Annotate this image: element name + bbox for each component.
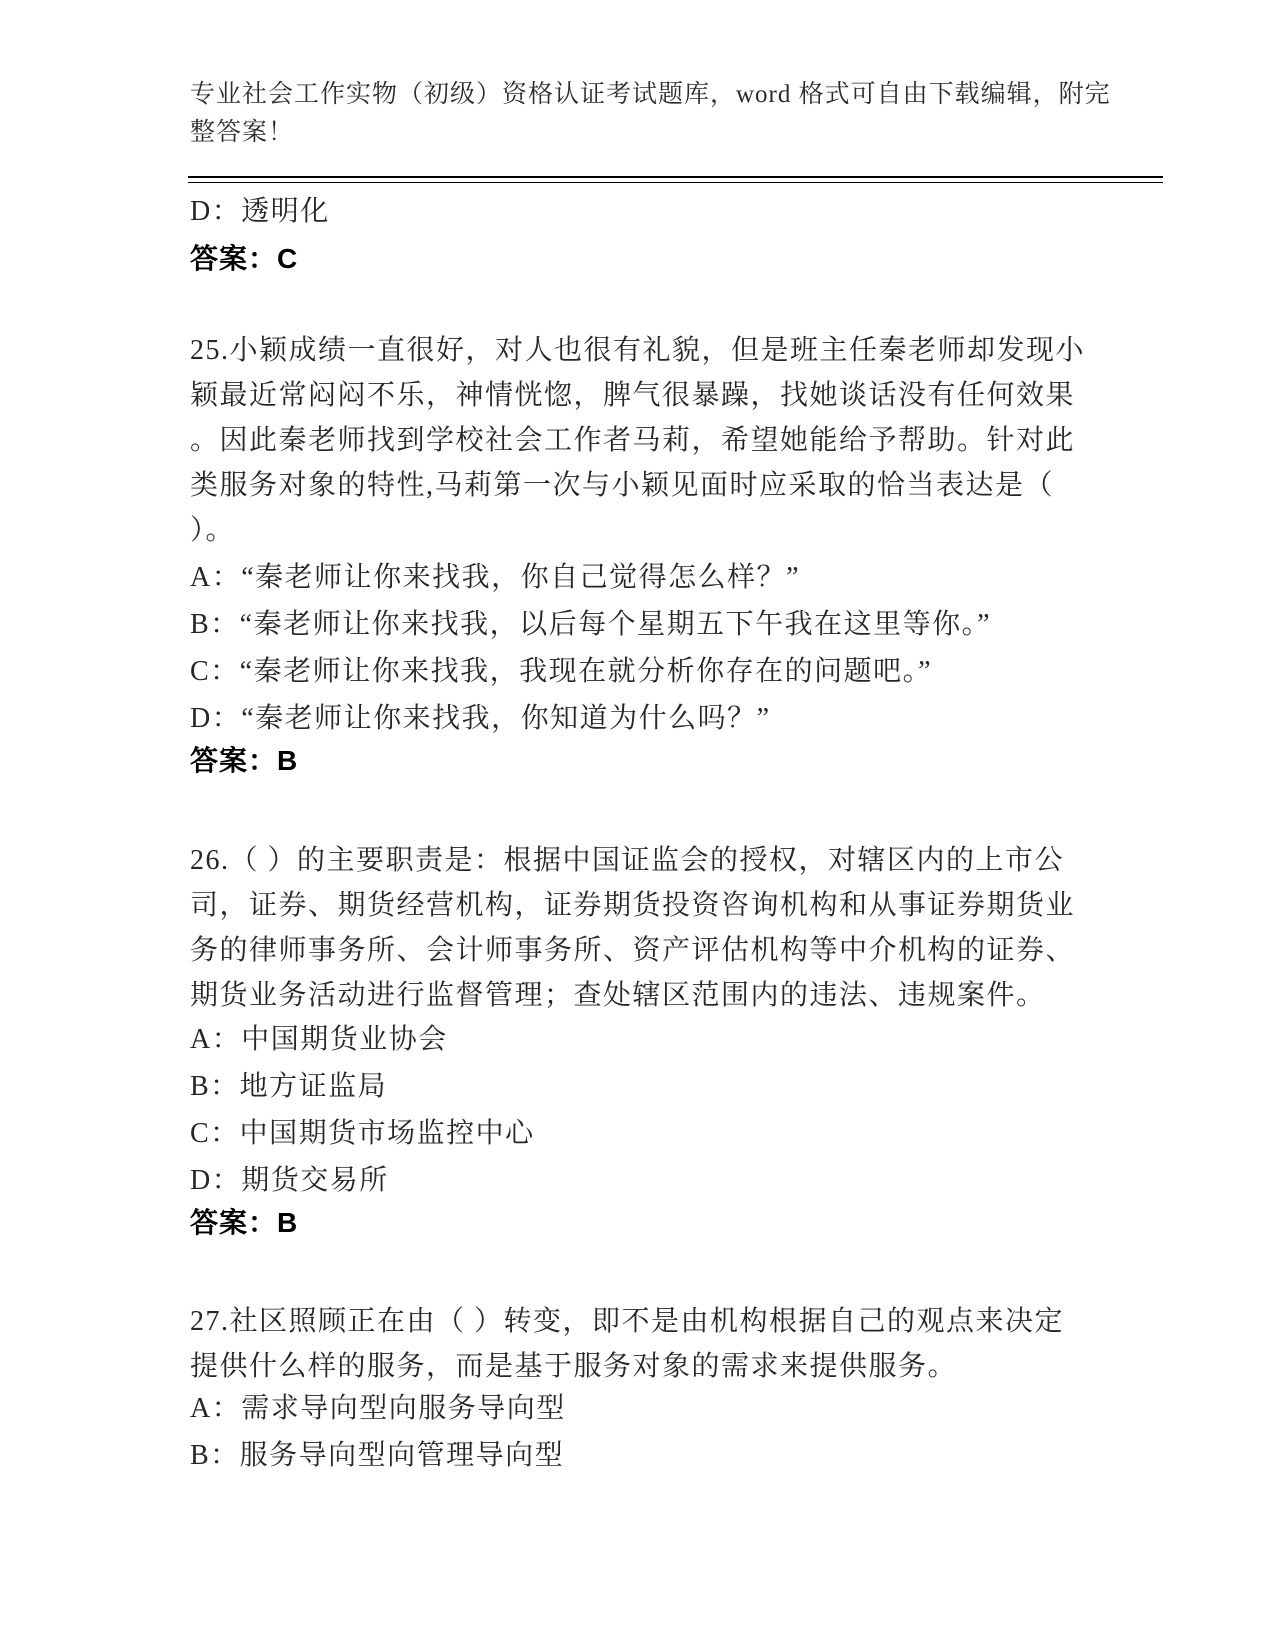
document-content [190, 0, 1111, 1480]
answer-label: 答案： [190, 243, 278, 274]
stem-line: 颖最近常闷闷不乐，神情恍惚，脾气很暴躁，找她谈话没有任何效果 [190, 380, 1076, 411]
stem-line: ）。 [190, 515, 236, 546]
stem-line: 类服务对象的特性,马莉第一次与小颖见面时应采取的恰当表达是（ [190, 470, 1055, 501]
header-line: 整答案！ [190, 119, 295, 146]
question-26 [190, 838, 1106, 1245]
stem-line: 提供什么样的服务，而是基于服务对象的需求来提供服务。 [190, 1351, 958, 1382]
stem-line: 26.（ ）的主要职责是：根据中国证监会的授权，对辖区内的上市公 [190, 845, 1065, 876]
option-line: B：地方证监局 [190, 1071, 388, 1102]
stem-line: 务的律师事务所、会计师事务所、资产评估机构等中介机构的证券、 [190, 935, 1076, 966]
answer-value: C [277, 243, 299, 274]
stem-line: 25.小颖成绩一直很好，对人也很有礼貌，但是班主任秦老师却发现小 [190, 335, 1086, 366]
answer-line [190, 738, 1106, 783]
question-options [190, 1386, 1106, 1478]
stem-line: 。因此秦老师找到学校社会工作者马莉，希望她能给予帮助。针对此 [190, 425, 1076, 456]
option-line: B：服务导向型向管理导向型 [190, 1440, 565, 1471]
header-divider-rule [188, 176, 1163, 183]
option-line: A：“秦老师让你来找我，你自己觉得怎么样？” [190, 562, 801, 593]
option-line: B：“秦老师让你来找我，以后每个星期五下午我在这里等你。” [190, 609, 992, 640]
answer-line [190, 236, 1106, 281]
question-25 [190, 328, 1106, 783]
option-line: D：“秦老师让你来找我，你知道为什么吗？” [190, 703, 771, 734]
question-24-partial [190, 189, 1106, 281]
question-options [190, 555, 1106, 741]
answer-value: B [277, 1207, 299, 1238]
option-line: C：“秦老师让你来找我，我现在就分析你存在的问题吧。” [190, 656, 933, 687]
question-stem [190, 1299, 1106, 1389]
header-line: 专业社会工作实物（初级）资格认证考试题库，word 格式可自由下载编辑，附完 [190, 81, 1111, 108]
option-line: A：中国期货业协会 [190, 1024, 448, 1055]
question-stem [190, 838, 1106, 1018]
answer-value: B [277, 745, 299, 776]
stem-line: 27.社区照顾正在由（ ）转变，即不是由机构根据自己的观点来决定 [190, 1306, 1065, 1337]
stem-line: 司，证券、期货经营机构，证券期货投资咨询机构和从事证券期货业 [190, 890, 1076, 921]
question-27 [190, 1299, 1106, 1478]
page-header [190, 76, 1111, 152]
stem-line: 期货业务活动进行监督管理；查处辖区范围内的违法、违规案件。 [190, 980, 1046, 1011]
answer-label: 答案： [190, 1207, 278, 1238]
option-line: A：需求导向型向服务导向型 [190, 1393, 566, 1424]
option-line: C：中国期货市场监控中心 [190, 1118, 535, 1149]
option-line: D：透明化 [190, 196, 330, 227]
question-options [190, 1017, 1106, 1203]
option-line: D：期货交易所 [190, 1165, 389, 1196]
question-stem [190, 328, 1106, 553]
answer-line [190, 1200, 1106, 1245]
answer-label: 答案： [190, 745, 278, 776]
